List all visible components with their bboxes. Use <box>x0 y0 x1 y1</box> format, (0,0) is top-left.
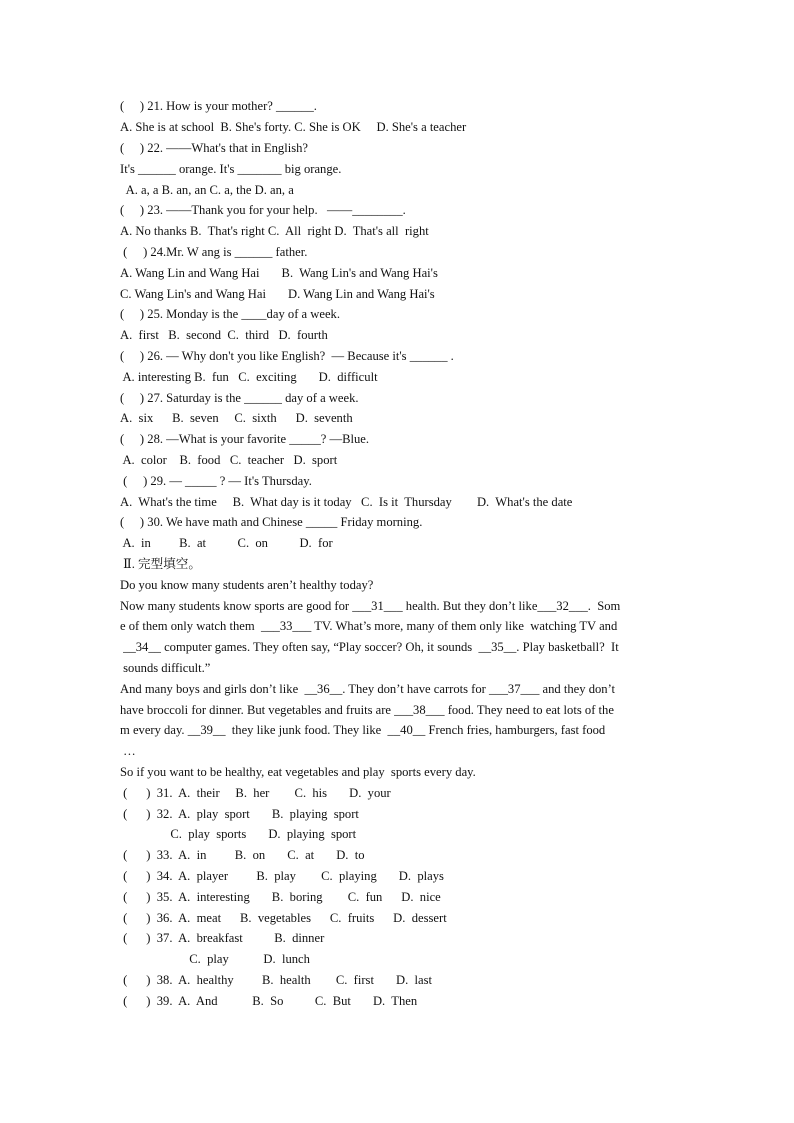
q23-options: A. No thanks B. That's right C. All right D. That's all right <box>120 224 429 238</box>
q34-options: ( ) 34. A. player B. play C. playing D. plays <box>120 869 444 883</box>
q29-options: A. What's the time B. What day is it today C. Is it Thursday D. What's the date <box>120 495 573 509</box>
q35-options: ( ) 35. A. interesting B. boring C. fun D. nice <box>120 890 441 904</box>
q22-sentence: It's ______ orange. It's _______ big orange. <box>120 162 342 176</box>
q24-options-ab: A. Wang Lin and Wang Hai B. Wang Lin's and Wang Hai's <box>120 266 438 280</box>
passage-line: have broccoli for dinner. But vegetables and fruits are ___38___ food. They need to eat lots of the <box>120 703 614 717</box>
q33-options: ( ) 33. A. in B. on C. at D. to <box>120 848 365 862</box>
q27-question: ( ) 27. Saturday is the ______ day of a week. <box>120 391 359 405</box>
passage-line: m every day. __39__ they like junk food. They like __40__ French fries, hamburgers, fast food <box>120 723 606 737</box>
q28-options: A. color B. food C. teacher D. sport <box>120 453 338 467</box>
passage-line: Now many students know sports are good for ___31___ health. But they don’t like___32___. Som <box>120 599 621 613</box>
q26-question: ( ) 26. — Why don't you like English? — Because it's ______ . <box>120 349 454 363</box>
q25-options: A. first B. second C. third D. fourth <box>120 328 328 342</box>
q32-options-ab: ( ) 32. A. play sport B. playing sport <box>120 807 359 821</box>
q38-options: ( ) 38. A. healthy B. health C. first D. last <box>120 973 433 987</box>
q22-question: ( ) 22. ——What's that in English? <box>120 141 308 155</box>
q23-question: ( ) 23. ——Thank you for your help. ——________. <box>120 203 406 217</box>
passage-line: e of them only watch them ___33___ TV. What’s more, many of them only like watching TV and <box>120 619 618 633</box>
q21-options: A. She is at school B. She's forty. C. She is OK D. She's a teacher <box>120 120 467 134</box>
q36-options: ( ) 36. A. meat B. vegetables C. fruits D. dessert <box>120 911 447 925</box>
passage-line: So if you want to be healthy, eat vegetables and play sports every day. <box>120 765 476 779</box>
q26-options: A. interesting B. fun C. exciting D. difficult <box>120 370 378 384</box>
q39-options: ( ) 39. A. And B. So C. But D. Then <box>120 994 418 1008</box>
passage-line: … <box>120 744 136 758</box>
q24-question: ( ) 24.Mr. W ang is ______ father. <box>120 245 308 259</box>
q27-options: A. six B. seven C. sixth D. seventh <box>120 411 353 425</box>
passage-line: And many boys and girls don’t like __36__. They don’t have carrots for ___37___ and they don’t <box>120 682 616 696</box>
q24-options-cd: C. Wang Lin's and Wang Hai D. Wang Lin and Wang Hai's <box>120 287 435 301</box>
q29-question: ( ) 29. — _____ ? — It's Thursday. <box>120 474 312 488</box>
q28-question: ( ) 28. —What is your favorite _____? —Blue. <box>120 432 370 446</box>
passage-line: __34__ computer games. They often say, “Play soccer? Oh, it sounds __35__. Play basketball? It <box>120 640 619 654</box>
q37-options-ab: ( ) 37. A. breakfast B. dinner <box>120 931 325 945</box>
q31-options: ( ) 31. A. their B. her C. his D. your <box>120 786 391 800</box>
q32-options-cd: C. play sports D. playing sport <box>120 827 357 841</box>
section-2-heading: Ⅱ. 完型填空。 <box>120 557 201 571</box>
q30-options: A. in B. at C. on D. for <box>120 536 333 550</box>
passage-line: Do you know many students aren’t healthy today? <box>120 578 374 592</box>
q25-question: ( ) 25. Monday is the ____day of a week. <box>120 307 340 321</box>
q21-question: ( ) 21. How is your mother? ______. <box>120 99 317 113</box>
q30-question: ( ) 30. We have math and Chinese _____ Friday morning. <box>120 515 423 529</box>
passage-line: sounds difficult.” <box>120 661 211 675</box>
q22-options: A. a, a B. an, an C. a, the D. an, a <box>120 183 294 197</box>
q37-options-cd: C. play D. lunch <box>120 952 310 966</box>
